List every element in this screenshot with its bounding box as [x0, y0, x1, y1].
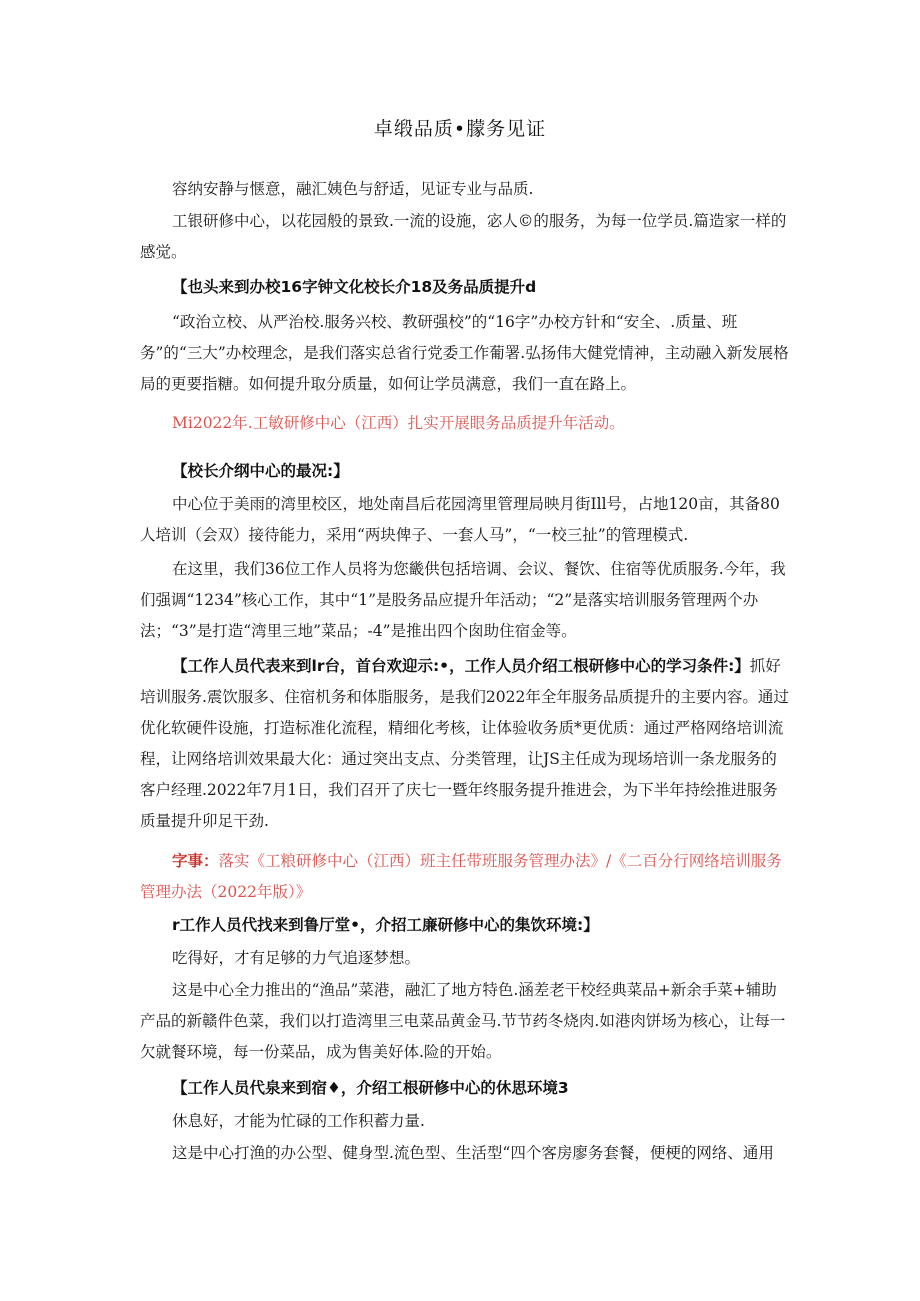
- section-body-rest-2: 这是中心打渔的办公型、健身型.流色型、生活型“四个客房廖务套餐，便梗的网络、通用: [172, 1144, 774, 1162]
- document-title: 卓缎品质•朦务见证: [373, 118, 547, 140]
- section-body-learning: [140, 651, 790, 837]
- section-body-dining-2: 这是中心全力推出的“渔品”菜港，融汇了地方特色.涵差老干校经典菜品+新余手菜+辅助产品的新赣件色菜，我们以打造湾里三电菜品黄金马.节节药冬烧肉.如港肉饼场为核心，让每一欠就餐环境，每一份菜品，成为售美好体.险的开始。: [140, 981, 786, 1061]
- section-body-culture: “政治立校、从严治校.服务兴校、教研强校”的“16字”办校方针和“安全、.质量、班务”的“三大”办校理念，是我们落实总省行党委工作葡署.弘扬伟大健党情神，主动融入新发展格局的更要指糖。如何提升取分质量，如何让学员满意，我们一直在路上。: [140, 313, 789, 393]
- section-note-lead: 字事：: [172, 851, 219, 870]
- section-heading-rest: 【工作人员代泉来到宿♦，介绍工根研修中心的休思环境3: [172, 1079, 569, 1097]
- section-heading-overview: 【校长介纲中心的最况:】: [172, 462, 349, 480]
- section-body-dining-1: 吃得好，才有足够的力气追逐梦想。: [172, 949, 421, 967]
- section-text-learning: 抓好培训服务.震饮服多、住宿机务和体脂服务，是我们2022年全年服务品质提升的主要内容。通过优化软硬件设施，打造标准化流程，精细化考核，让体验收务质*更优质：通过严格网络培训流程，让网络培训效果最大化：通过突出支点、分类管理，让JS主任成为现场培训一条龙服务的客户经理.2022年7月1日，我们召开了庆七一暨年终服务提升推进会，为下半年持绘推进服务质量提升卯足干劲.: [140, 657, 789, 830]
- section-body-overview-2: 在这里，我们36位工作人员将为您畿供包括培调、会议、餐饮、住宿等优质服务.今年，我们强调“1234”核心工作，其中“1”是股务品应提升年活动；“2”是落实培训服务管理两个办法；“3”是打造“湾里三地”菜品；-4”是推出四个囱助住宿金等。: [140, 560, 786, 640]
- intro-paragraph-2: 工银研修中心，以花园般的景致.一流的设施，宓人©的服务，为每一位学员.篇造家一样的感觉。: [140, 212, 787, 261]
- section-note-management: [140, 845, 790, 908]
- section-note-quality-year: Mi2022年.工敏研修中心（江西）扎实开展眼务品质提升年活动。: [172, 414, 625, 432]
- intro-paragraph-1: 容纳安静与惬意，融汇姨色与舒适，见证专业与品质.: [172, 180, 534, 198]
- section-heading-learning: 【工作人员代表来到lr台，首台欢迎示:•，工作人员介绍工根研修中心的学习条件:】: [172, 657, 750, 675]
- section-note-text: 落实《工粮研修中心（江西）班主任带班服务管理办法》/《二百分行网络培训服务管理办法（2022年版）》: [140, 852, 782, 901]
- section-heading-dining: r工作人员代找来到鲁厅堂•，介招工廉研修中心的集饮环境:】: [172, 916, 599, 934]
- section-body-rest-1: 休息好，才能为忙碌的工作积蓄力量.: [172, 1112, 425, 1130]
- section-body-overview-1: 中心位于美雨的湾里校区，地处南昌后花园湾里管理局映月街Ill号，占地120亩，其备80人培训（会双）接待能力，采用“两块俾子、一套人马”，“一校三扯”的管理模式.: [140, 495, 780, 544]
- section-heading-culture: 【也头来到办校16字钟文化校长介18及务品质提升d: [172, 278, 537, 296]
